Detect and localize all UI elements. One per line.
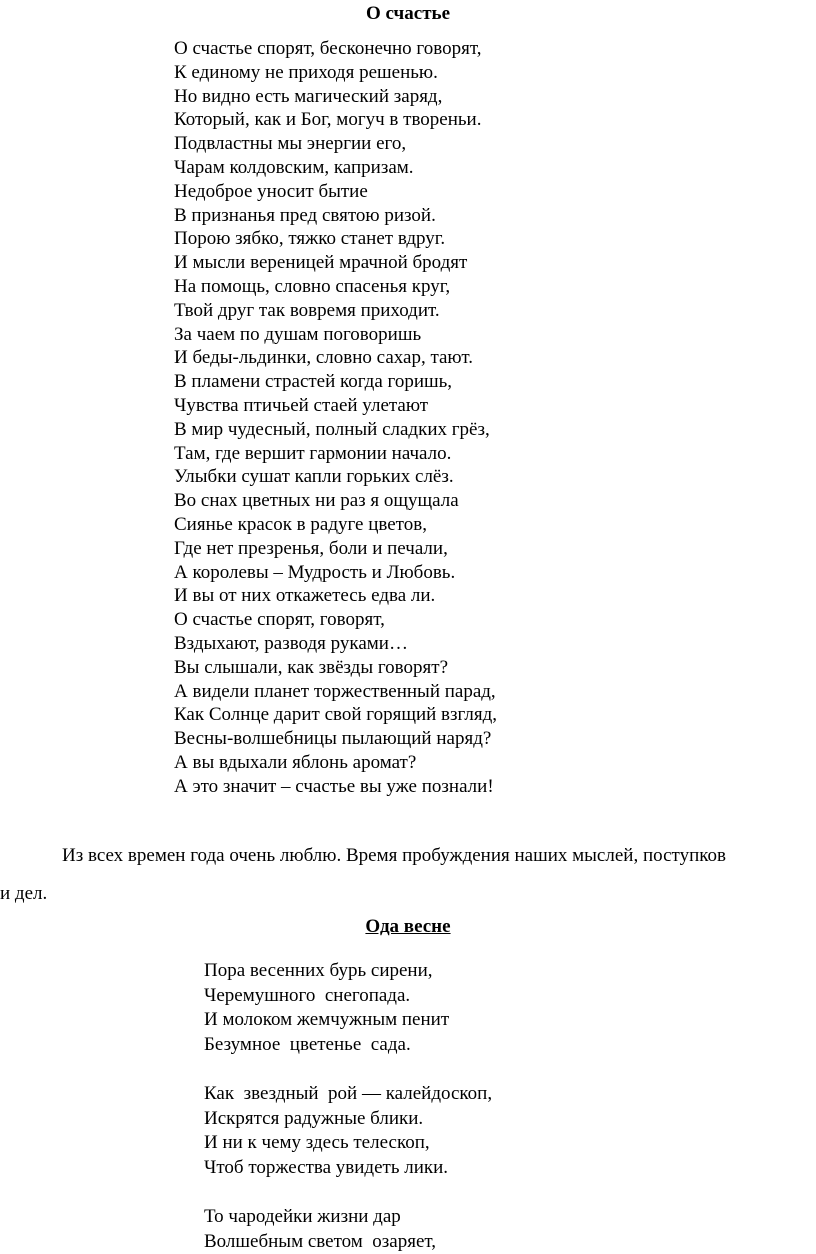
poem-line: Который, как и Бог, могуч в твореньи.: [174, 109, 482, 131]
poem-line: Безумное цветенье сада.: [204, 1033, 411, 1055]
poem-line: О счастье спорят, говорят,: [174, 609, 385, 631]
poem-line: Твой друг так вовремя приходит.: [174, 299, 440, 321]
poem-line: И мысли вереницей мрачной бродят: [174, 252, 468, 274]
poem-line: Чарам колдовским, капризам.: [174, 156, 414, 178]
poem-line: Чтоб торжества увидеть лики.: [204, 1156, 449, 1178]
poem-line: И беды-льдинки, словно сахар, тают.: [174, 347, 473, 369]
poem-line: А вы вдыхали яблонь аромат?: [174, 751, 417, 773]
poem-line: Но видно есть магический заряд,: [174, 85, 443, 107]
poem-line: А видели планет торжественный парад,: [174, 680, 496, 702]
stanza-spacer: [204, 1057, 492, 1082]
stanza-spacer: [204, 1180, 492, 1205]
poem-title: Ода весне: [365, 916, 451, 937]
poem-line: Сиянье красок в радуге цветов,: [174, 513, 427, 535]
poem-line: Подвластны мы энергии его,: [174, 133, 407, 155]
poem-line: Во снах цветных ни раз я ощущала: [174, 490, 459, 512]
poem-line: Волшебным светом озаряет,: [204, 1230, 437, 1252]
poem-line: За чаем по душам поговоришь: [174, 323, 422, 345]
poem-line: И ни к чему здесь телескоп,: [204, 1132, 430, 1153]
poem-line: То чародейки жизни дар: [204, 1206, 401, 1227]
poem-line: В признанья пред святою ризой.: [174, 204, 436, 226]
poem-line: Искрятся радужные блики.: [204, 1107, 424, 1129]
poem-body: [204, 959, 492, 1254]
poem-line: Пора весенних бурь сирени,: [204, 960, 433, 981]
paragraph-line: и дел.: [0, 883, 48, 904]
poem-line: Где нет презренья, боли и печали,: [174, 537, 448, 559]
poem-line: А это значит – счастье вы уже познали!: [174, 775, 494, 797]
poem-line: Чувства птичьей стаей улетают: [174, 394, 429, 416]
poem-line: Вы слышали, как звёзды говорят?: [174, 656, 448, 678]
poem-line: К единому не приходя решенью.: [174, 61, 438, 83]
poem-line: Вздыхают, разводя руками…: [174, 632, 408, 654]
poem-line: Недоброе уносит бытие: [174, 180, 368, 202]
poem-line: И молоком жемчужным пенит: [204, 1009, 450, 1030]
poem-line: Улыбки сушат капли горьких слёз.: [174, 466, 454, 488]
poem-stanza: [204, 1205, 492, 1254]
poem-line: Весны-волшебницы пылающий наряд?: [174, 728, 492, 750]
poem-line: Черемушного снегопада.: [204, 984, 411, 1006]
poem-stanza: [204, 959, 492, 1057]
poem-line: О счастье спорят, бесконечно говорят,: [174, 38, 482, 59]
poem-line: Порою зябко, тяжко станет вдруг.: [174, 228, 446, 250]
poem-line: И вы от них откажетесь едва ли.: [174, 585, 436, 607]
poem-line: В мир чудесный, полный сладких грёз,: [174, 418, 490, 440]
poem-stanza: [204, 1082, 492, 1180]
poem-line: Как Солнце дарит свой горящий взгляд,: [174, 704, 497, 726]
paragraph-line: Из всех времен года очень люблю. Время пробуждения наших мыслей, поступков: [62, 845, 726, 866]
poem-line: В пламени страстей когда горишь,: [174, 371, 453, 393]
poem-title: О счастье: [365, 3, 451, 24]
poem-line: Как звездный рой — калейдоскоп,: [204, 1083, 493, 1104]
poem-line: А королевы – Мудрость и Любовь.: [174, 561, 456, 583]
poem-line: Там, где вершит гармонии начало.: [174, 442, 452, 464]
poem-line: На помощь, словно спасенья круг,: [174, 275, 451, 297]
poem-body: [174, 37, 497, 799]
